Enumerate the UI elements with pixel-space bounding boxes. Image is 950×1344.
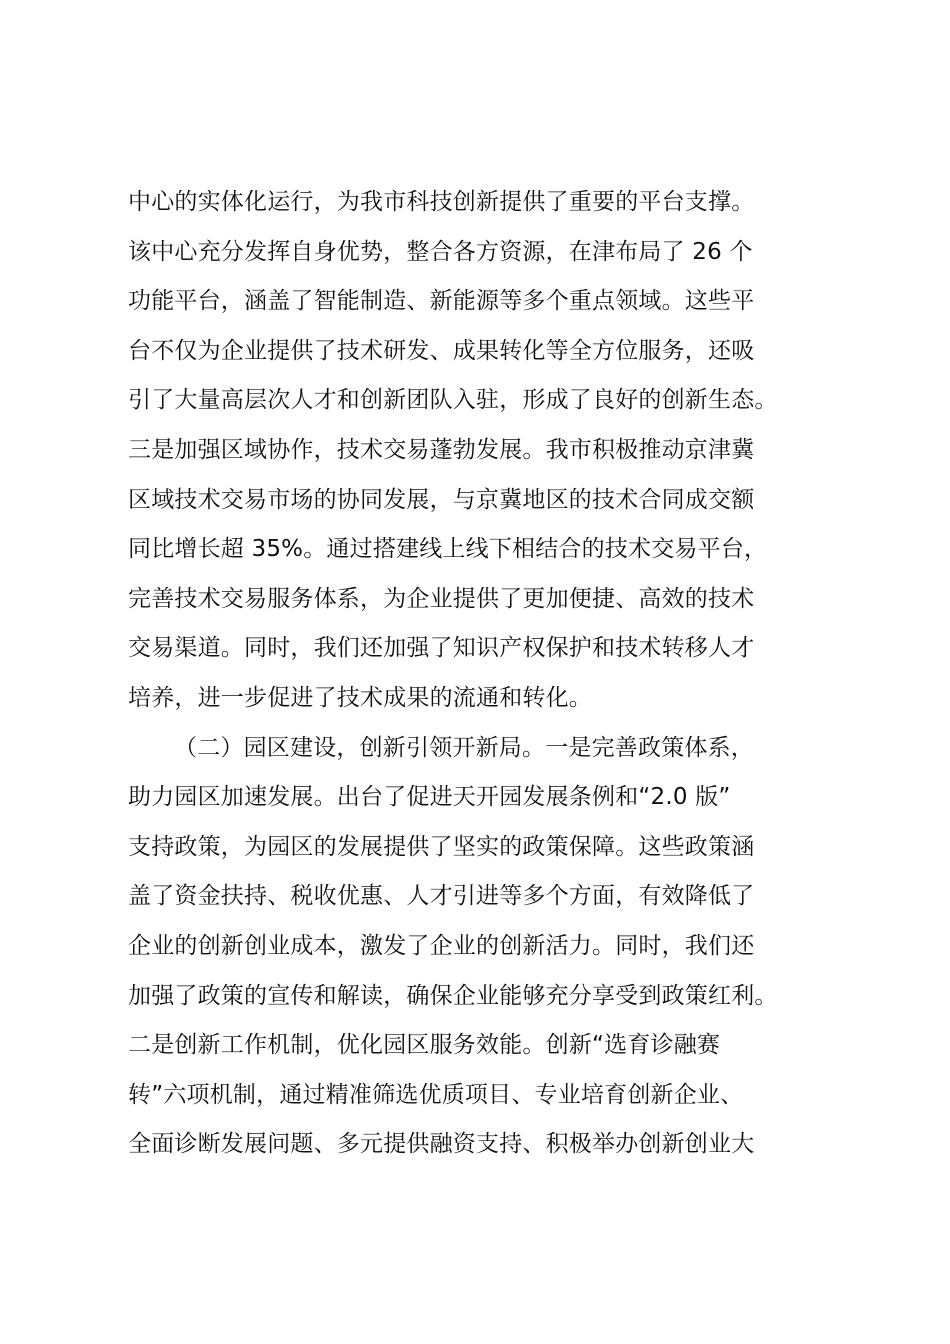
text-line: 交易渠道。同时，我们还加强了知识产权保护和技术转移人才 — [128, 635, 755, 662]
text-line: 全面诊断发展问题、多元提供融资支持、积极举办创新创业大 — [128, 1131, 755, 1158]
text-line: 支持政策，为园区的发展提供了坚实的政策保障。这些政策涵 — [128, 833, 755, 860]
text-line: 培养，进一步促进了技术成果的流通和转化。 — [128, 684, 592, 711]
text-line: 同比增长超 35%。通过搭建线上线下相结合的技术交易平台， — [128, 536, 768, 563]
section-heading-line: （二）园区建设，创新引领开新局。一是完善政策体系， — [174, 734, 754, 761]
text-line: 助力园区加速发展。出台了促进天开园发展条例和“2.0 版” — [128, 784, 731, 811]
text-line: 完善技术交易服务体系，为企业提供了更加便捷、高效的技术 — [128, 585, 755, 612]
text-line: 加强了政策的宣传和解读，确保企业能够充分享受到政策红利。 — [128, 982, 778, 1009]
text-line: 台不仅为企业提供了技术研发、成果转化等全方位服务，还吸 — [128, 337, 755, 364]
body-text — [128, 178, 848, 1170]
text-line: 引了大量高层次人才和创新团队入驻，形成了良好的创新生态。 — [128, 387, 778, 414]
text-line: 转”六项机制，通过精准筛选优质项目、专业培育创新企业、 — [128, 1081, 744, 1108]
text-line: 企业的创新创业成本，激发了企业的创新活力。同时，我们还 — [128, 932, 755, 959]
text-line: 该中心充分发挥自身优势，整合各方资源，在津布局了 26 个 — [128, 238, 753, 265]
text-line: 盖了资金扶持、税收优惠、人才引进等多个方面，有效降低了 — [128, 883, 755, 910]
text-line: 区域技术交易市场的协同发展，与京冀地区的技术合同成交额 — [128, 486, 755, 513]
text-line: 二是创新工作机制，优化园区服务效能。创新“选育诊融赛 — [128, 1032, 721, 1059]
text-line: 三是加强区域协作，技术交易蓬勃发展。我市积极推动京津冀 — [128, 436, 755, 463]
text-line: 中心的实体化运行，为我市科技创新提供了重要的平台支撑。 — [128, 189, 755, 215]
text-line: 功能平台，涵盖了智能制造、新能源等多个重点领域。这些平 — [128, 288, 755, 315]
